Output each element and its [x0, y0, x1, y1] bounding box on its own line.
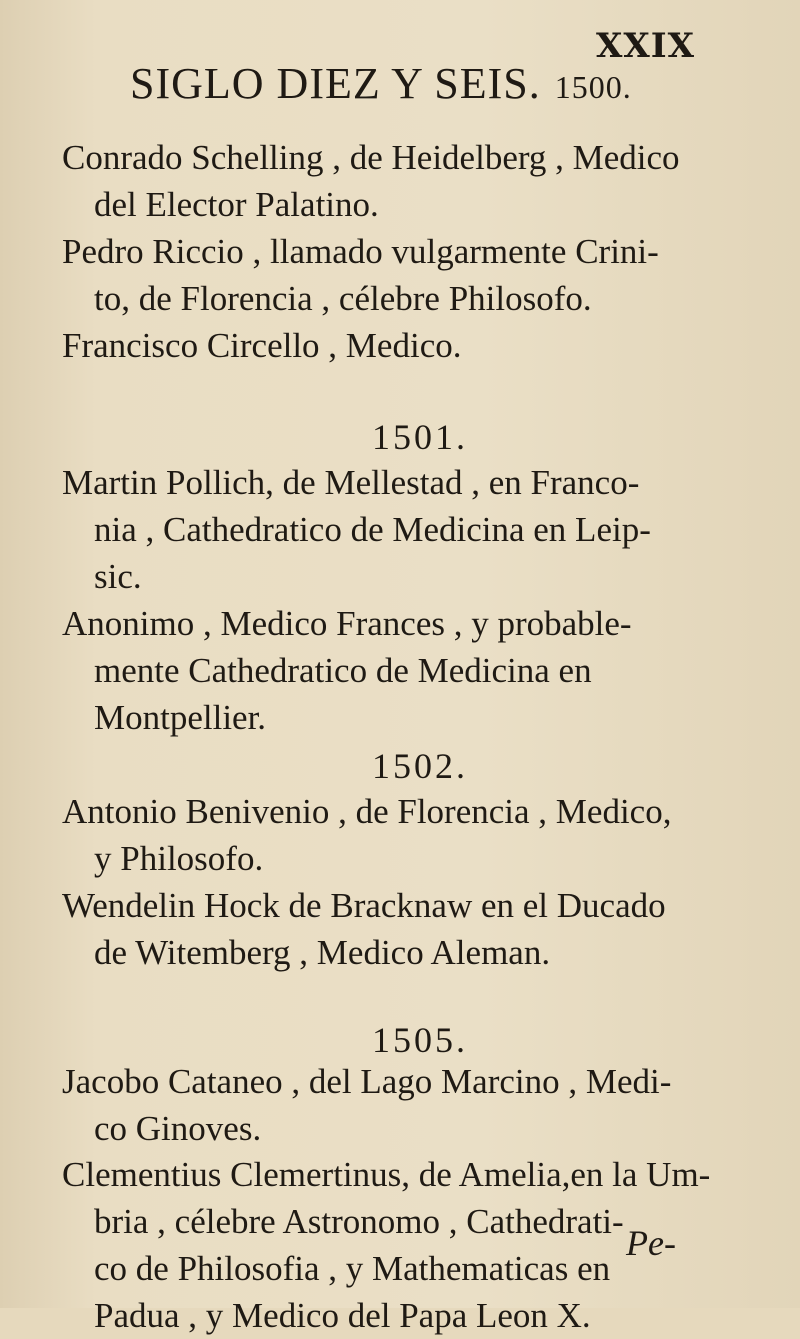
page-number: XXIX: [596, 26, 696, 66]
entry-line: Francisco Circello , Medico.: [62, 326, 462, 365]
entry-line: Wendelin Hock de Bracknaw en el Ducado: [62, 886, 666, 925]
entry-line: Jacobo Cataneo , del Lago Marcino , Medi-: [62, 1062, 672, 1101]
entry-line: y Philosofo.: [94, 839, 264, 878]
running-head: [130, 58, 730, 109]
entry-circello: [62, 322, 772, 369]
entry-line: del Elector Palatino.: [94, 185, 379, 224]
entry-line: Padua , y Medico del Papa Leon X.: [94, 1296, 591, 1335]
entry-line: de Witemberg , Medico Aleman.: [94, 933, 551, 972]
entry-line: co Ginoves.: [94, 1109, 262, 1148]
entry-cataneo: [62, 1058, 772, 1152]
entry-benivenio: [62, 788, 772, 882]
entry-pollich: [62, 459, 772, 600]
catchword: Pe-: [626, 1223, 676, 1263]
entry-line: co de Philosofia , y Mathematicas en: [94, 1249, 611, 1288]
entry-line: Martin Pollich, de Mellestad , en Franco-: [62, 463, 640, 502]
entry-line: nia , Cathedratico de Medicina en Leip-: [94, 510, 651, 549]
entry-line: sic.: [94, 557, 142, 596]
year-heading-1505: 1505.: [372, 1020, 468, 1060]
entry-schelling: [62, 134, 772, 228]
running-head-year: 1500.: [554, 69, 632, 105]
entry-line: bria , célebre Astronomo , Cathedrati-: [94, 1202, 624, 1241]
entry-hock: [62, 882, 772, 976]
entry-line: Clementius Clemertinus, de Amelia,en la Um-: [62, 1155, 711, 1194]
entry-line: Montpellier.: [94, 698, 267, 737]
entry-line: Anonimo , Medico Frances , y probable-: [62, 604, 632, 643]
entry-line: mente Cathedratico de Medicina en: [94, 651, 592, 690]
entry-line: Antonio Benivenio , de Florencia , Medico,: [62, 792, 672, 831]
year-heading-1501: 1501.: [372, 417, 468, 457]
entry-line: Pedro Riccio , llamado vulgarmente Crini-: [62, 232, 659, 271]
running-head-title: SIGLO DIEZ Y SEIS.: [130, 59, 541, 108]
entry-line: Conrado Schelling , de Heidelberg , Medico: [62, 138, 680, 177]
entry-riccio: [62, 228, 772, 322]
year-heading-1502: 1502.: [372, 746, 468, 786]
entry-line: to, de Florencia , célebre Philosofo.: [94, 279, 592, 318]
entry-anonimo: [62, 600, 772, 741]
